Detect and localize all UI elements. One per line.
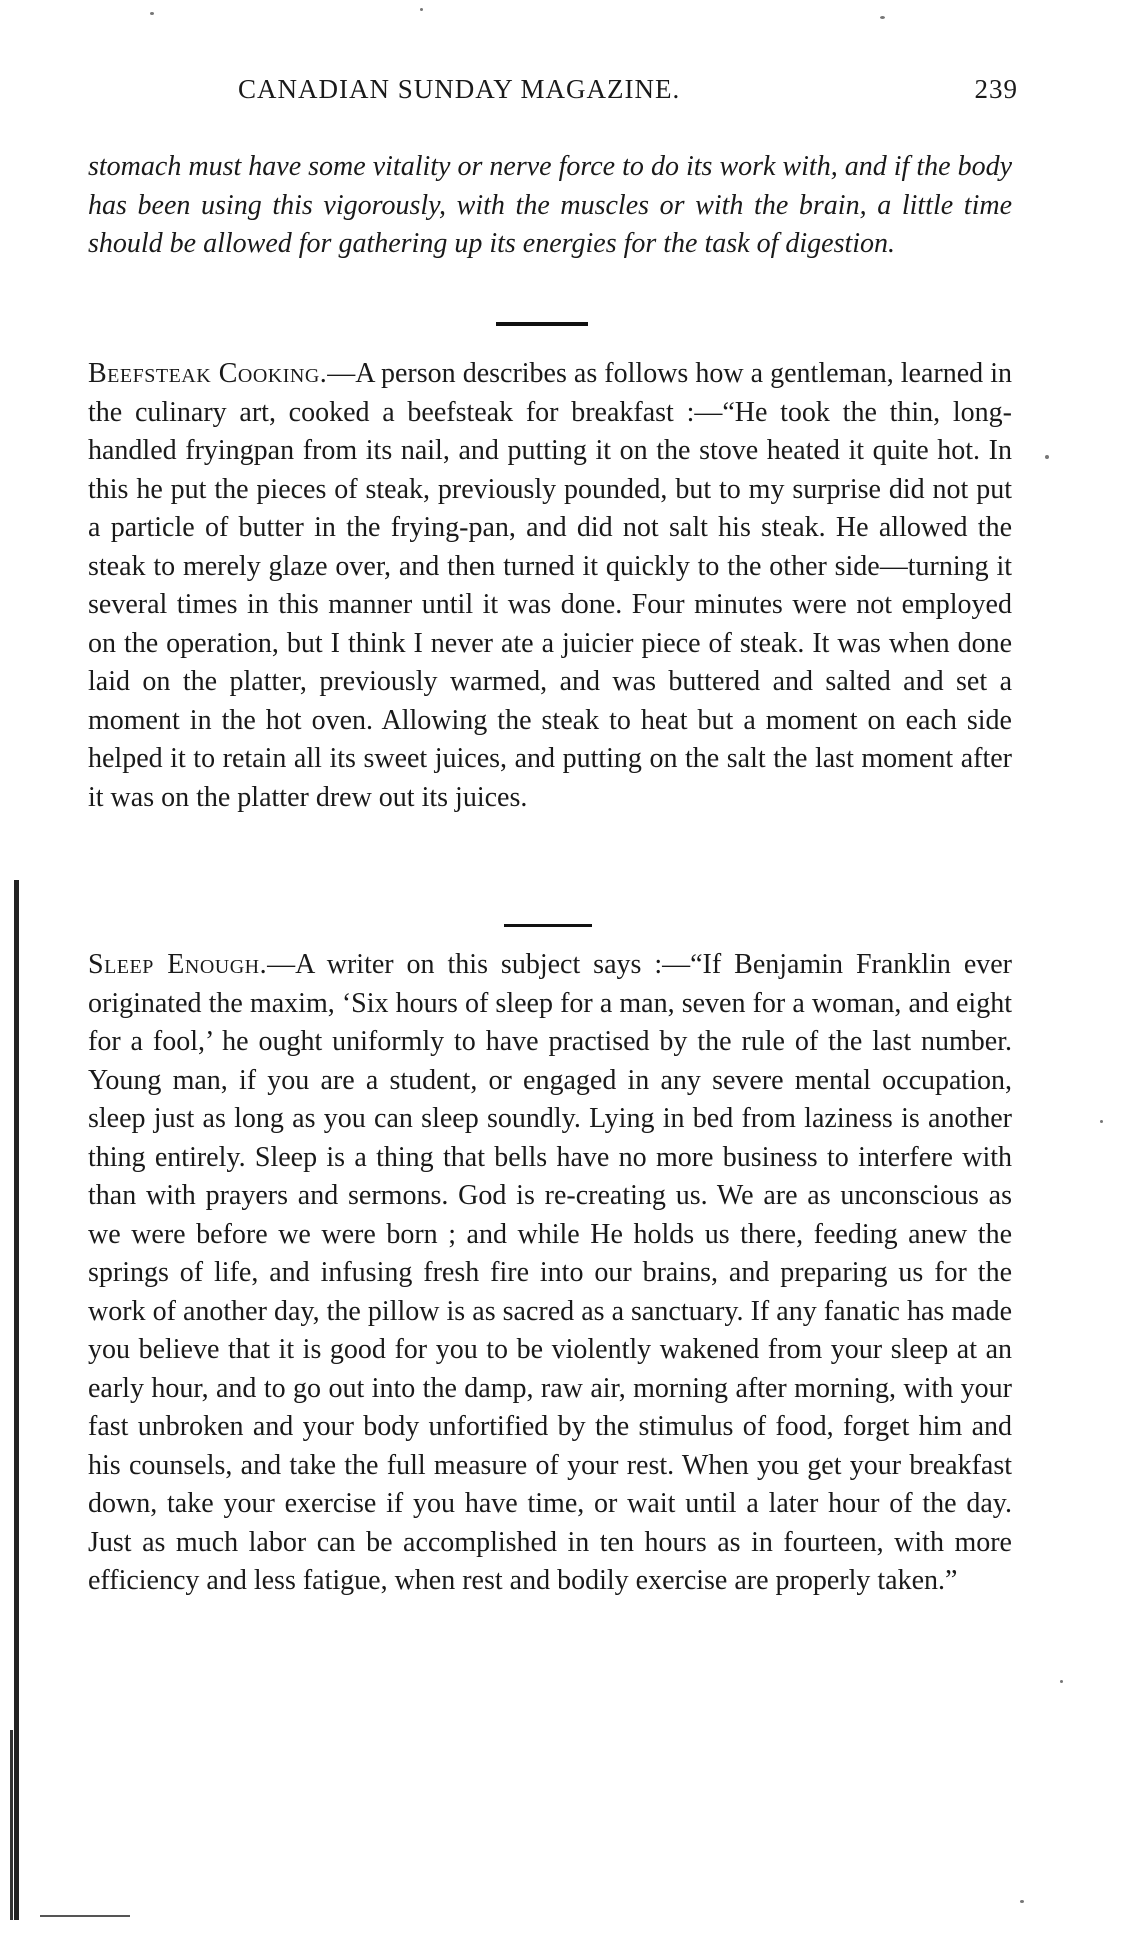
scan-speck (420, 8, 423, 11)
section-divider (504, 924, 592, 927)
scan-speck (1045, 455, 1049, 459)
sleep-heading: Sleep Enough. (88, 949, 268, 980)
paragraph-sleep (88, 946, 1012, 1601)
paragraph-digestion (88, 148, 1012, 264)
scan-speck (1060, 1680, 1063, 1683)
binding-edge-shadow (14, 880, 19, 1920)
binding-edge-shadow (10, 1730, 13, 1920)
scan-speck (1020, 1900, 1024, 1903)
running-header (238, 74, 1018, 114)
page-number: 239 (974, 74, 1018, 104)
paragraph-beefsteak (88, 355, 1012, 817)
sleep-text: —A writer on this subject says :—“If Benjamin Franklin ever originated the maxim, ‘Six hours of sleep for a man, seven for a woman, and eight for a fool,’ he ought uniformly to have practised by the rule of the last number. Young man, if you are a student, or engaged in any severe mental occupation, sleep just as long as you can sleep soundly. Lying in bed from laziness is another thing entirely. Sleep is a thing that bells have no more business to interfere with than with prayers and sermons. God is re-creating us. We are as unconscious as we were before we were born ; and while He holds us there, feeding anew the springs of life, and infusing fresh fire into our brains, and preparing us for the work of another day, the pillow is as sacred as a sanctuary. If any fanatic has made you believe that it is good for you to be violently wakened from your sleep at an early hour, and to go out into the damp, raw air, morning after morning, with your fast unbroken and your body unfortified by the stimulus of food, forget him and his counsels, and take the full measure of your rest. When you get your breakfast down, take your exercise if you have time, or wait until a later hour of the day. Just as much labor can be accomplished in ten hours as in fourteen, with more efficiency and less fatigue, when rest and bodily exercise are properly taken.” (88, 949, 1012, 1596)
scan-speck (1100, 1120, 1103, 1123)
paragraph-digestion-text: stomach must have some vitality or nerve force to do its work with, and if the body has been using this vigorously, with the muscles or with the brain, a little time should be allowed for gathering up its energies for the task of digestion. (88, 151, 1012, 259)
beefsteak-heading: Beefsteak Cooking. (88, 358, 328, 389)
scan-artifact (40, 1915, 130, 1917)
beefsteak-text: —A person describes as follows how a gentleman, learned in the culinary art, cooked a beefsteak for breakfast :—“He took the thin, long-handled fryingpan from its nail, and putting it on the stove heated it quite hot. In this he put the pieces of steak, previously pounded, but to my surprise did not put a particle of butter in the frying-pan, and did not salt his steak. He allowed the steak to merely glaze over, and then turned it quickly to the other side—turning it several times in this manner until it was done. Four minutes were not employed on the operation, but I think I never ate a juicier piece of steak. It was when done laid on the platter, previously warmed, and was buttered and salted and set a moment in the hot oven. Allowing the steak to heat but a moment on each side helped it to retain all its sweet juices, and putting on the salt the last moment after it was on the platter drew out its juices. (88, 358, 1012, 813)
section-divider (496, 322, 588, 326)
scan-speck (880, 16, 885, 19)
scan-speck (150, 12, 154, 15)
magazine-title: CANADIAN SUNDAY MAGAZINE. (238, 74, 681, 104)
